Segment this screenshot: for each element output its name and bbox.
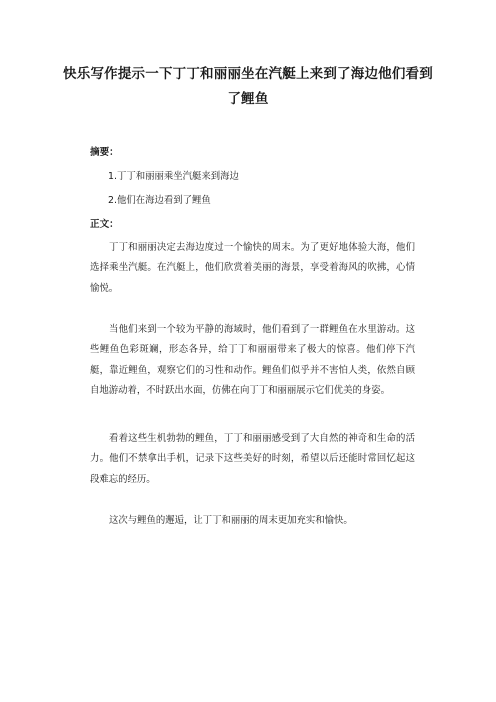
paragraph-4: 这次与鲤鱼的邂逅，让丁丁和丽丽的周末更加充实和愉快。: [109, 515, 353, 526]
paragraph-3: 看着这些生机勃勃的鲤鱼，丁丁和丽丽感受到了大自然的神奇和生命的活力。他们不禁拿出手机，记录下这些美好的时刻，希望以后还能时常回忆起这段难忘的经历。: [90, 433, 415, 485]
document-title: 快乐写作提示一下丁丁和丽丽坐在汽艇上来到了海边他们看到了鲤鱼: [63, 66, 433, 107]
abstract-item-2: 2.他们在海边看到了鲤鱼: [108, 195, 211, 206]
abstract-label: 摘要：: [90, 147, 119, 158]
body-label: 正文：: [90, 219, 119, 230]
paragraph-2: 当他们来到一个较为平静的海域时，他们看到了一群鲤鱼在水里游动。这些鲤鱼色彩斑斓，形态各异，给丁丁和丽丽带来了极大的惊喜。他们停下汽艇，靠近鲤鱼，观察它们的习性和动作。鲤鱼们似乎并不害怕人类，依然自顾自地游动着，不时跃出水面，仿佛在向丁丁和丽丽展示它们优美的身姿。: [90, 324, 415, 397]
paragraph-1: 丁丁和丽丽决定去海边度过一个愉快的周末。为了更好地体验大海，他们选择乘坐汽艇。在汽艇上，他们欣赏着美丽的海景，享受着海风的吹拂，心情愉悦。: [90, 242, 415, 294]
abstract-item-1: 1.丁丁和丽丽乘坐汽艇来到海边: [108, 171, 239, 182]
